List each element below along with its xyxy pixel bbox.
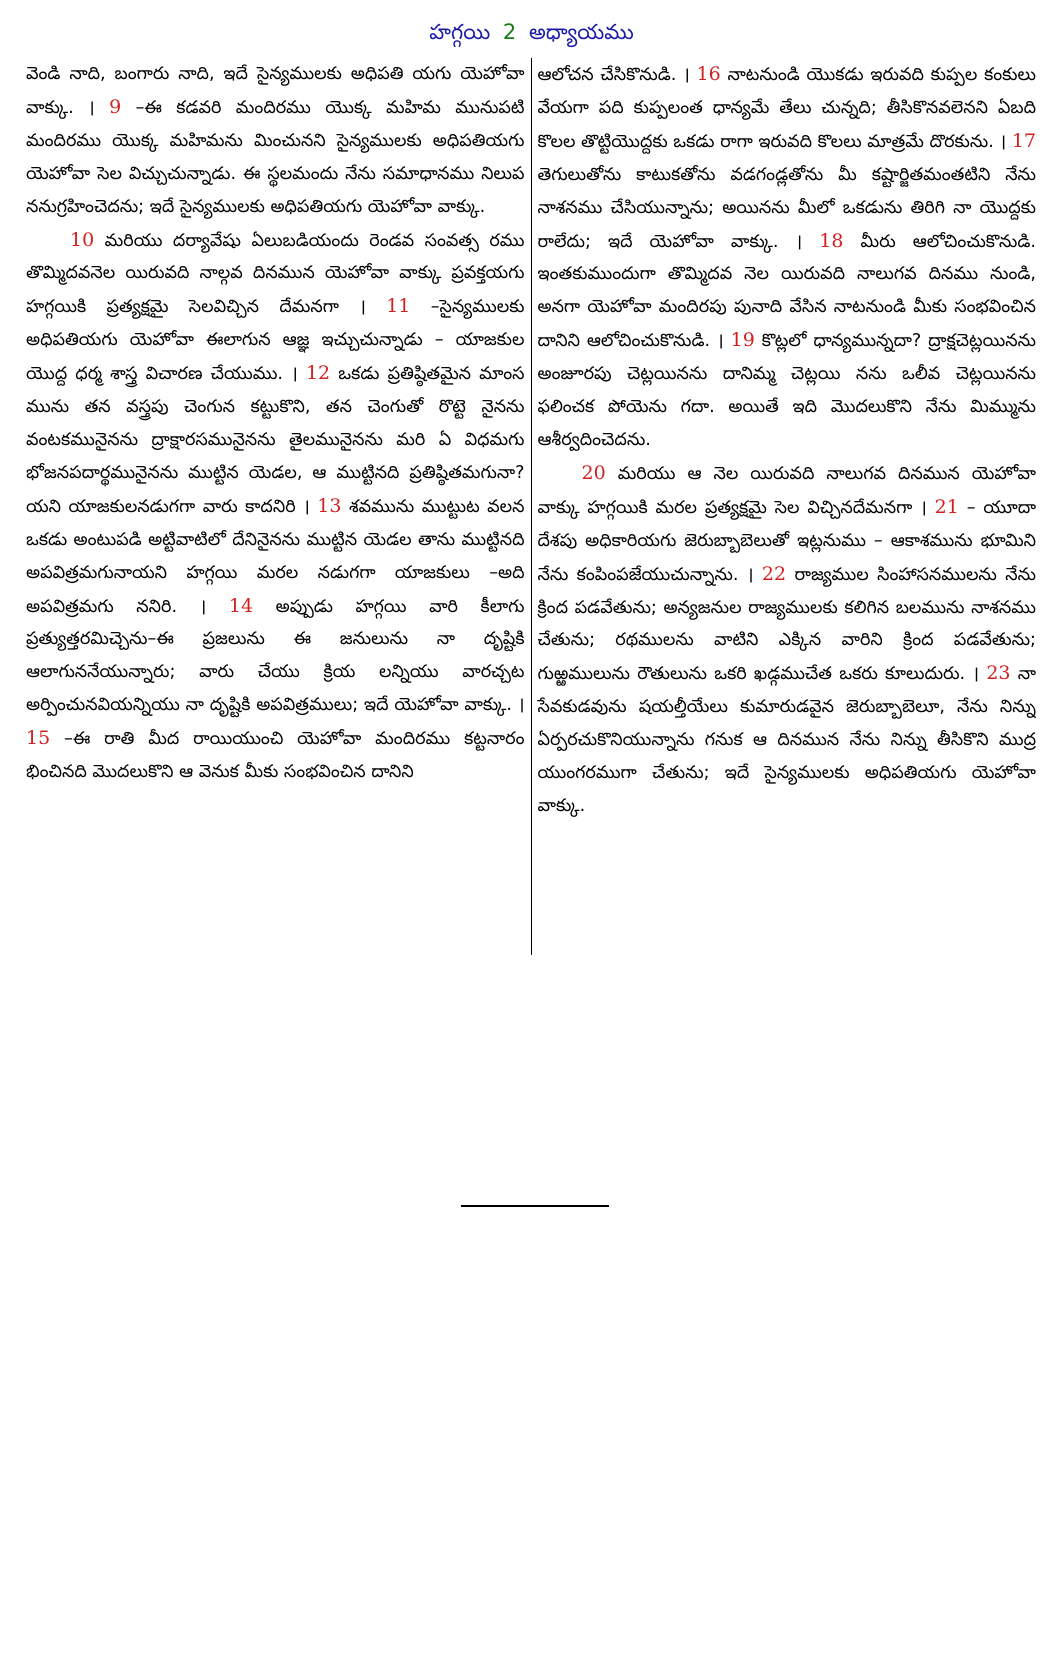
verse-number: 10 (70, 228, 95, 251)
paragraph (538, 457, 1037, 823)
verse-number: 21 (934, 495, 959, 518)
page-header (0, 20, 1063, 50)
verse-text: నాటనుండి యొకడు ఇరువది కుప్పల కంకులు వేయగా పది కుప్పలంత ధాన్యమే తేలు చున్నది; తీసికొనవలెనని ఏబది కొలల తొట్టియొద్దకు ఒకడు రాగా ఇరువది కొలలు మాత్రమే దొరకును. । (537, 65, 1036, 152)
left-column (26, 58, 531, 955)
verse-number: 11 (386, 295, 411, 318)
paragraph (538, 58, 1037, 457)
verse-text: – యూదా దేశపు అధికారియగు జెరుబ్బాబెలుతో ఇట్లనుము – ఆకాశమును భూమిని నేను కంపింపజేయుచున్నాను. । (537, 497, 1036, 585)
verse-text: ఆలోచన చేసికొనుడి. । (537, 65, 690, 85)
verse-number: 14 (228, 594, 254, 617)
verse-text: నా సేవకుడవును షయల్తీయేలు కుమారుడవైన జెరుబ్బాబెలూ, నేను నిన్ను ఏర్పరచుకొనియున్నాను గనుక ఆ దినమున నేను నిన్ను తీసికొని ముద్ర యుంగరముగా చేతును; ఇదే సైన్యములకు అధిపతియగు యెహోవా వాక్కు. (537, 664, 1036, 816)
verse-text: శవమును ముట్టుట వలన ఒకడు అంటుపడి అట్టివాటిలో దేనినైనను ముట్టిన యెడల తాను ముట్టినది అపవిత్రమగునాయని హగ్గయి మరల నడుగగా యాజకులు –అది అపవిత్రమగు ననిరి. । (26, 496, 525, 617)
verse-text: రాజ్యముల సింహాసనములను నేను క్రింద పడవేతును; అన్యజనుల రాజ్యములకు కలిగిన బలమును నాశనము చేతును; రథములను వాటిని ఎక్కిన వారిని క్రింద పడవేతును; గుఱ్ఱములును రౌతులును ఒకరి ఖడ్గముచేత ఒకరు కూలుదురు. । (537, 564, 1036, 685)
verse-number: 17 (1011, 129, 1036, 152)
verse-text: తెగులుతోను కాటుకతోను వడగండ్లతోను మీ కష్టార్జితమంతటిని నేను నాశనము చేసియున్నాను; అయినను మీలో ఒకడును తిరిగి నా యొద్దకు రాలేదు; ఇదే యెహోవా వాక్కు. । (537, 164, 1036, 252)
verse-number: 20 (581, 461, 606, 484)
paragraph (26, 224, 525, 789)
verse-number: 15 (26, 727, 51, 750)
verse-text: మరియు దర్యావేషు ఏలుబడియందు రెండవ సంవత్స రము తొమ్మిదవనెల యిరువది నాల్గవ దినమున యెహోవా వాక్కు ప్రవక్తయగు హగ్గయికి ప్రత్యక్షమై సెలవిచ్చిన దేమనగా । (26, 230, 525, 318)
verse-number: 23 (986, 662, 1011, 685)
right-column (532, 58, 1037, 955)
verse-number: 18 (819, 229, 844, 252)
verse-number: 22 (761, 562, 787, 585)
paragraph (26, 58, 525, 224)
verse-text: మీరు ఆలోచించుకొనుడి. ఇంతకుముందుగా తొమ్మిదవ నెల యిరువది నాలుగవ దినము నుండి, అనగా యెహోవా మందిరపు పునాది వేసిన నాటనుండి మీకు సంభవించిన దానిని ఆలోచించుకొనుడి. । (537, 231, 1036, 352)
verse-number: 19 (730, 329, 755, 352)
book-title: హగ్గయి (429, 20, 491, 44)
verse-text: వెండి నాది, బంగారు నాది, ఇదే సైన్యములకు అధిపతి యగు యెహోవా వాక్కు. । (26, 64, 525, 118)
verse-text: ఒకడు ప్రతిష్ఠితమైన మాంస మును తన వస్త్రపు చెంగున కట్టుకొని, తన చెంగుతో రొట్టె నైనను వంటకమునైనను ద్రాక్షారసమునైనను తైలమునైనను మరి ఏ విధమగు భోజనపదార్థమునైనను ముట్టిన యెడల, ఆ ముట్టినది ప్రతిష్ఠితమగునా? యని యాజకులనడుగగా వారు కాదనిరి । (26, 364, 525, 517)
chapter-number: 2 (502, 20, 517, 44)
verse-text: –ఈ రాతి మీద రాయియుంచి యెహోవా మందిరము కట్టనారం భించినది మొదలుకొని ఆ వెనుక మీకు సంభవించిన దానిని (26, 729, 525, 783)
verse-number: 9 (109, 95, 122, 118)
verse-number: 13 (317, 494, 342, 517)
verse-text: కొట్లలో ధాన్యమున్నదా? ద్రాక్షచెట్లయినను అంజూరపు చెట్లయినను దానిమ్మ చెట్లయి నను ఒలీవ చెట్లయినను ఫలించక పోయెను గదా. అయితే ఇది మొదలుకొని నేను మిమ్మును ఆశీర్వదించెదను. (537, 331, 1036, 450)
footer-rule (461, 1205, 609, 1207)
text-columns (26, 58, 1036, 955)
verse-text: –సైన్యములకు అధిపతియగు యెహోవా ఈలాగున ఆజ్ఞ ఇచ్చుచున్నాడు – యాజకుల యొద్ద ధర్మ శాస్త్ర విచారణ చేయుము. । (26, 297, 525, 385)
verse-number: 16 (696, 63, 721, 85)
verse-text: –ఈ కడవరి మందిరము యొక్క మహిమ మునుపటి మందిరము యొక్క మహిమను మించునని సైన్యములకు అధిపతియగు యెహోవా సెల విచ్చుచున్నాడు. ఈ స్థలమందు నేను సమాధానము నిలుప ననుగ్రహించెదను; ఇదే సైన్యములకు అధిపతియగు యెహోవా వాక్కు. (26, 97, 525, 217)
verse-number: 12 (305, 362, 331, 385)
chapter-word: అధ్యాయము (528, 20, 634, 44)
verse-text: అప్పుడు హగ్గయి వారి కీలాగు ప్రత్యుత్తరమిచ్చెను–ఈ ప్రజలును ఈ జనులును నా దృష్టికి ఆలాగుననేయున్నారు; వారు చేయు క్రియ లన్నియు వారచ్చట అర్పించునవియన్నియు నా దృష్టికి అపవిత్రములు; ఇదే యెహోవా వాక్కు. । (26, 596, 525, 716)
verse-text: మరియు ఆ నెల యిరువది నాలుగవ దినమున యెహోవా వాక్కు హగ్గయికి మరల ప్రత్యక్షమై సెల విచ్చినదేమనగా । (537, 463, 1036, 518)
